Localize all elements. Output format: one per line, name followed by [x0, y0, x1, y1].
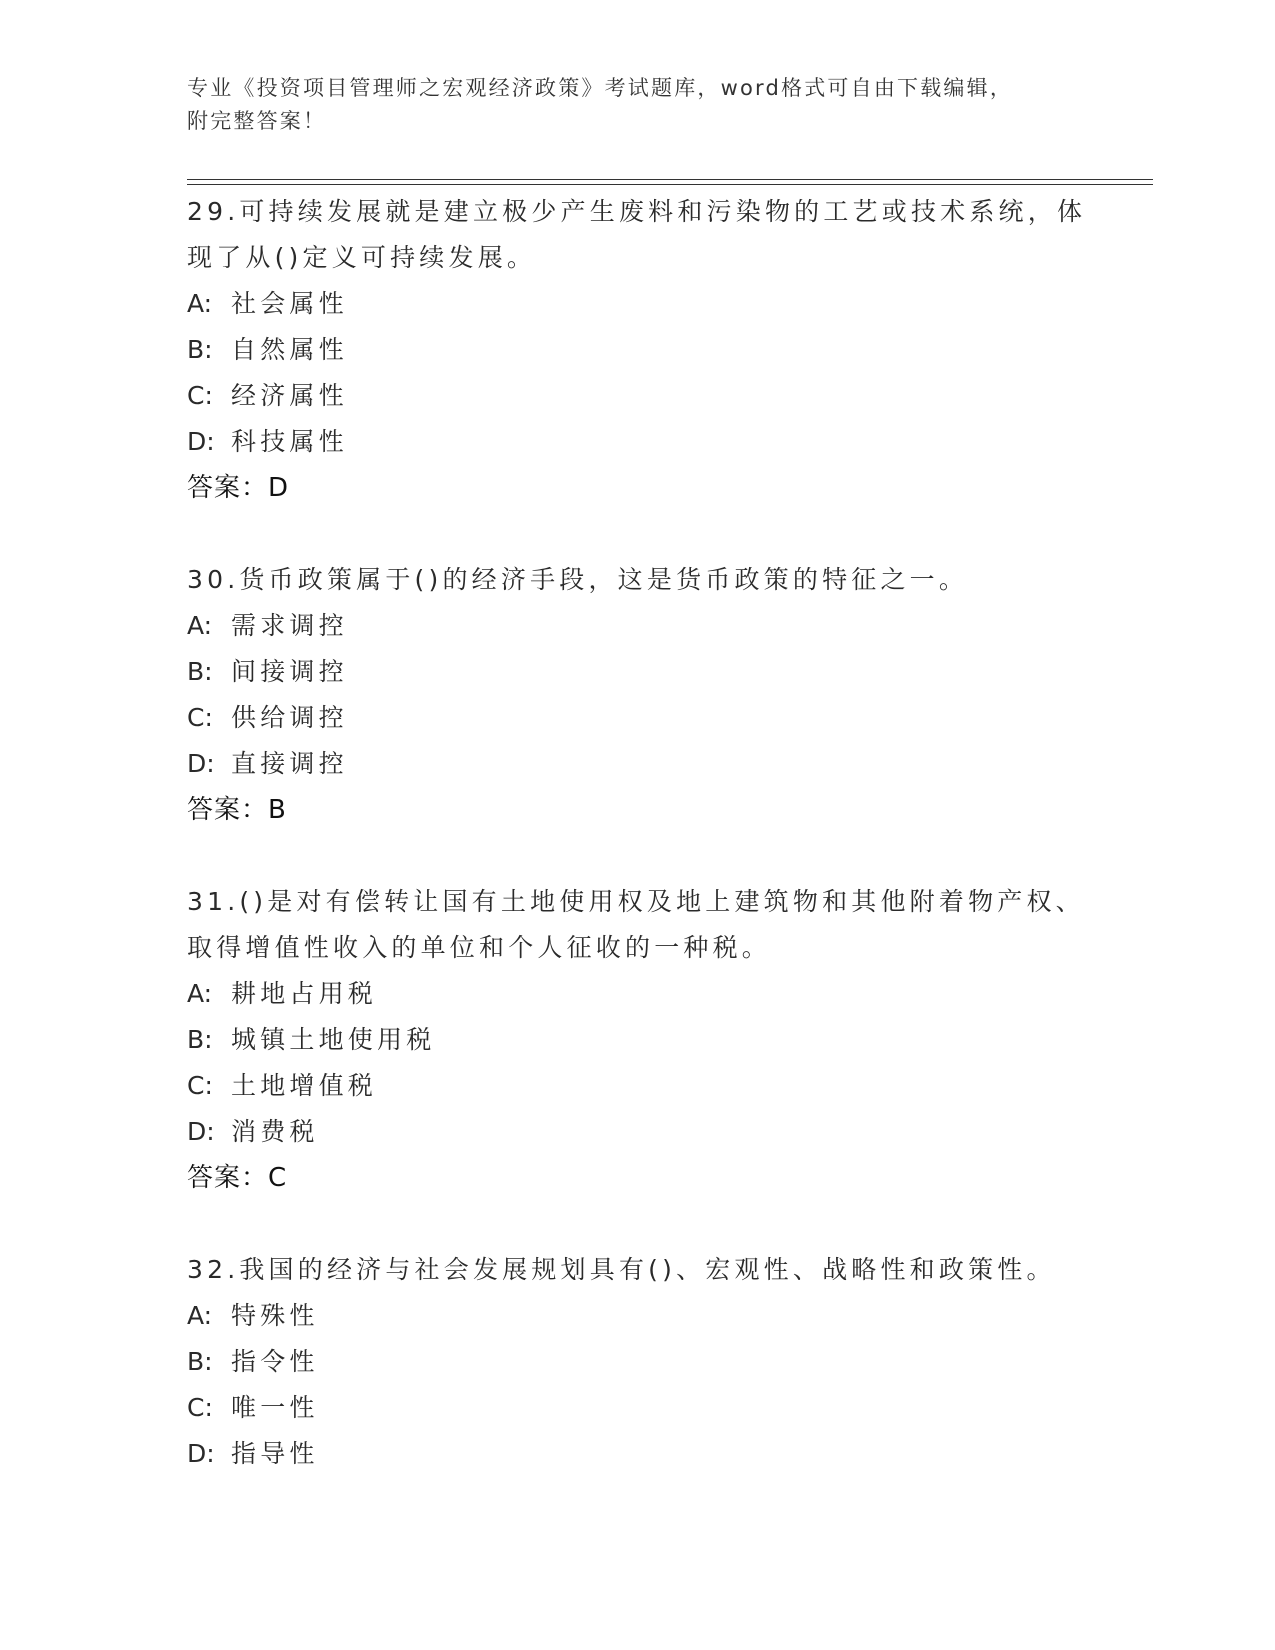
question-stem: 29.可持续发展就是建立极少产生废料和污染物的工艺或技术系统，体现了从()定义可持续发展。: [187, 197, 1087, 272]
document-header: [187, 72, 1087, 138]
header-divider-bottom: [187, 184, 1153, 185]
option-c: [187, 1385, 1087, 1431]
option-b: [187, 1339, 1087, 1385]
header-line-2: 附完整答案！: [187, 109, 327, 133]
option-key: A:: [187, 611, 213, 640]
option-text: 城镇土地使用税: [231, 1025, 436, 1054]
option-text: 指令性: [231, 1347, 319, 1376]
option-key: B:: [187, 335, 213, 364]
option-b: [187, 327, 1087, 373]
option-key: D:: [187, 1117, 215, 1146]
question-31: [187, 879, 1087, 1201]
option-text: 特殊性: [231, 1301, 319, 1330]
question-stem: 30.货币政策属于()的经济手段，这是货币政策的特征之一。: [187, 565, 969, 594]
option-text: 供给调控: [231, 703, 348, 732]
option-key: B:: [187, 1025, 213, 1054]
option-b: [187, 649, 1087, 695]
answer-line: 答案：C: [187, 1163, 288, 1193]
option-key: D:: [187, 1439, 215, 1468]
question-30: [187, 557, 1087, 833]
option-key: D:: [187, 427, 215, 456]
option-c: [187, 1063, 1087, 1109]
option-a: [187, 603, 1087, 649]
option-text: 耕地占用税: [231, 979, 378, 1008]
question-stem: 31.()是对有偿转让国有土地使用权及地上建筑物和其他附着物产权、取得增值性收入的单位和个人征收的一种税。: [187, 887, 1085, 962]
answer-line: 答案：B: [187, 795, 287, 825]
option-key: C:: [187, 381, 213, 410]
option-d: [187, 1109, 1087, 1155]
option-text: 土地增值税: [231, 1071, 378, 1100]
option-a: [187, 1293, 1087, 1339]
question-list: [187, 189, 1087, 1523]
option-text: 科技属性: [231, 427, 348, 456]
option-c: [187, 695, 1087, 741]
option-d: [187, 741, 1087, 787]
option-text: 唯一性: [231, 1393, 319, 1422]
option-a: [187, 281, 1087, 327]
option-d: [187, 419, 1087, 465]
option-key: A:: [187, 979, 213, 1008]
option-c: [187, 373, 1087, 419]
option-text: 社会属性: [231, 289, 348, 318]
option-key: C:: [187, 1071, 213, 1100]
option-text: 直接调控: [231, 749, 348, 778]
answer-line: 答案：D: [187, 473, 290, 503]
option-key: D:: [187, 749, 215, 778]
question-stem: 32.我国的经济与社会发展规划具有()、宏观性、战略性和政策性。: [187, 1255, 1056, 1284]
option-key: B:: [187, 1347, 213, 1376]
option-key: C:: [187, 1393, 213, 1422]
option-key: A:: [187, 289, 213, 318]
option-text: 间接调控: [231, 657, 348, 686]
option-key: C:: [187, 703, 213, 732]
option-text: 自然属性: [231, 335, 348, 364]
option-b: [187, 1017, 1087, 1063]
question-29: [187, 189, 1087, 511]
header-divider-top: [187, 179, 1153, 180]
question-32: [187, 1247, 1087, 1477]
option-d: [187, 1431, 1087, 1477]
header-line-1: 专业《投资项目管理师之宏观经济政策》考试题库，word格式可自由下载编辑，: [187, 76, 1014, 100]
option-text: 指导性: [231, 1439, 319, 1468]
option-text: 需求调控: [231, 611, 348, 640]
option-text: 经济属性: [231, 381, 348, 410]
option-key: B:: [187, 657, 213, 686]
option-text: 消费税: [231, 1117, 319, 1146]
option-key: A:: [187, 1301, 213, 1330]
option-a: [187, 971, 1087, 1017]
